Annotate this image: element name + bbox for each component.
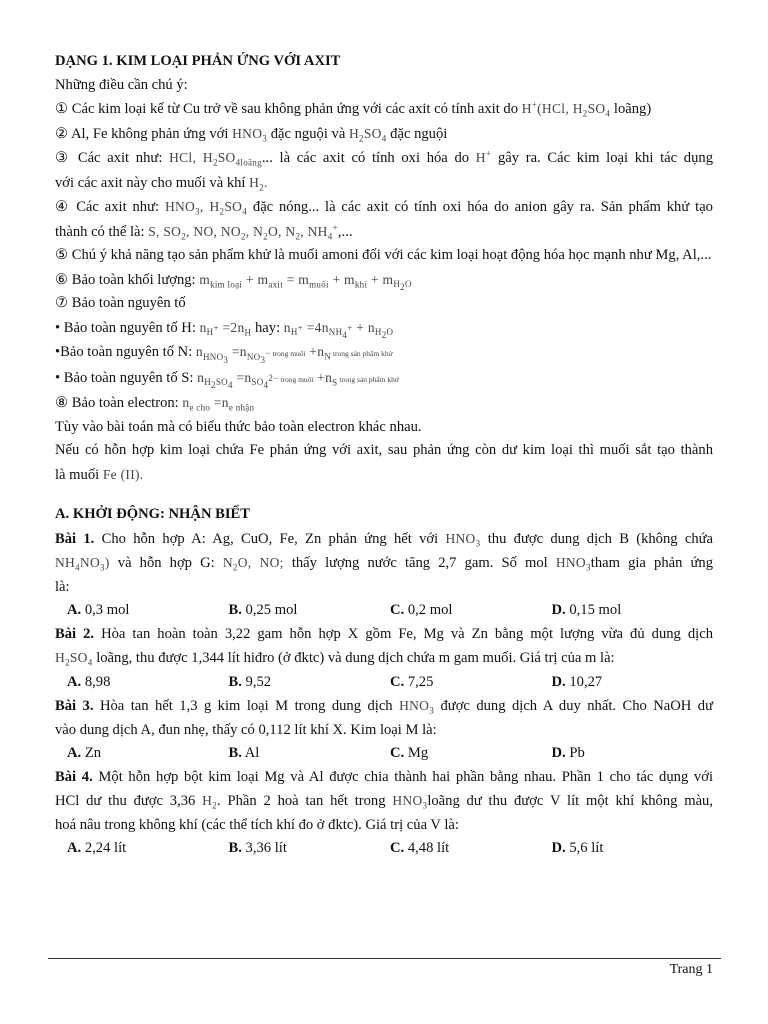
option-c[interactable]: C. 4,48 lít — [390, 840, 450, 856]
question-4-options — [55, 837, 713, 861]
note-1: ① Các kim loại kể từ Cu trở về sau không phản ứng với các axit có tính axit do H+(HCl, $H_2SO_4$ loãng) — [55, 99, 652, 119]
option-a[interactable]: A. Zn — [67, 745, 102, 761]
question-1-line2: $NH_4NO_3$) và hỗn hợp G: $N_2O$, NO; thấy lượng nước tăng 2,7 gam. Số mol $HNO_3tham$ gia phản ứng — [55, 555, 714, 573]
question-1: Bài 1. Cho hỗn hợp A: Ag, CuO, Fe, Zn phản ứng hết với $HNO_3$ thu được dung dịch B (không chứa — [55, 530, 714, 549]
option-a[interactable]: A. 8,98 — [67, 673, 111, 690]
question-4-line2: HCl dư thu được 3,36 $H_2$. Phần 2 hoà tan hết trong $HNO_3loãng$ dư thu được V lít một khí không màu, — [55, 793, 714, 811]
option-d[interactable]: D. Pb — [551, 745, 585, 761]
note-4-line2: thành có thể là: S, $SO_2$, NO, $NO_2$, $N_2O$, $N_2$, $NH_4^+$,... — [55, 222, 353, 242]
question-4: Bài 4. Một hỗn hợp bột kim loại Mg và Al được chia thành hai phần bằng nhau. Phần 1 cho tác dụng với — [55, 768, 713, 785]
option-d[interactable]: D. 5,6 lít — [551, 840, 604, 856]
option-a[interactable]: A. 2,24 lít — [67, 840, 127, 856]
question-3-line2: vào dung dịch A, đun nhẹ, thấy có 0,112 lít khí X. Kim loại M là: — [55, 721, 437, 738]
conservation-s: • Bảo toàn nguyên tố S: $n_{H_2SO_4} =n_{SO_4^{2-}}$ trong muối $+n_S$ trong sản phẩm khử — [55, 369, 399, 390]
option-a[interactable]: A. 0,3 mol — [67, 602, 130, 618]
notes-title: Những điều cần chú ý: — [55, 76, 188, 93]
option-d[interactable]: D. 10,27 — [551, 673, 603, 690]
option-c[interactable]: C. 0,2 mol — [390, 602, 453, 618]
paragraph-1: Tùy vào bài toán mà có biểu thức bảo toàn electron khác nhau. — [55, 418, 422, 435]
question-1-options — [55, 599, 713, 623]
question-2-options — [55, 671, 713, 695]
question-2: Bài 2. Hòa tan hoàn toàn 3,22 gam hỗn hợp X gồm Fe, Mg và Zn bằng một lượng vừa đủ dung dịch — [55, 625, 713, 642]
note-8: ⑧ Bảo toàn electron: $n_{e cho} =n_{e nhận}$ — [55, 395, 255, 413]
option-c[interactable]: C. 7,25 — [390, 673, 434, 690]
note-4: ④ Các axit như: $HNO_3$, $H_2SO_4$ đặc nóng... là các axit có tính oxi hóa do anion gây ra. Sản phẩm khử tạo — [55, 199, 713, 217]
note-7: ⑦ Bảo toàn nguyên tố — [55, 295, 186, 311]
option-d[interactable]: D. 0,15 mol — [551, 602, 622, 618]
section-a-heading: A. KHỞI ĐỘNG: NHẬN BIẾT — [55, 506, 251, 522]
page-number: Trang 1 — [669, 962, 713, 977]
section-heading: DẠNG 1. KIM LOẠI PHẢN ỨNG VỚI AXIT — [55, 53, 341, 69]
note-6: ⑥ Bảo toàn khối lượng: $m_{kim loại} + m_{axit} = m_{muối} + m_{khí} + m_{H_2O}$ — [55, 271, 412, 292]
footer-divider — [48, 958, 721, 959]
note-3: ③ Các axit như: HCl, $H_2SO_{4loãng}$... là các axit có tính oxi hóa do H+ gây ra. Các kim loại khi tác dụng — [55, 148, 713, 168]
question-3-options — [55, 742, 713, 766]
note-3-line2: với các axit này cho muối và khí $H_2$. — [55, 174, 268, 193]
option-b[interactable]: B. 9,52 — [228, 673, 272, 690]
question-2-line2: $H_2SO_4$ loãng, thu được 1,344 lít hiđro (ở đktc) và dung dịch chứa m gam muối. Giá trị của m là: — [55, 650, 615, 668]
option-b[interactable]: B. 0,25 mol — [228, 602, 298, 618]
option-c[interactable]: C. Mg — [390, 745, 429, 761]
question-4-line3: hoá nâu trong không khí (các thể tích khí đo ở đktc). Giá trị của V là: — [55, 816, 459, 833]
option-b[interactable]: B. Al — [228, 745, 260, 761]
question-1-line3: là: — [55, 578, 70, 595]
paragraph-2-line2: là muối Fe (II). — [55, 466, 144, 483]
conservation-n: •Bảo toàn nguyên tố N: $n_{HNO_3} =n_{NO_3^-}$ trong muối $+n_N$ trong sản phẩm khử — [55, 344, 393, 365]
conservation-h: • Bảo toàn nguyên tố H: $n_{H^+} =2n_H$ hay: $n_{H^+} =4n_{NH_4^+} + n_{H_2O}$ — [55, 319, 394, 340]
paragraph-2: Nếu có hỗn hợp kim loại chứa Fe phản ứng với axit, sau phản ứng còn dư kim loại thì muối sắt tạo thành — [55, 442, 713, 458]
option-b[interactable]: B. 3,36 lít — [228, 840, 287, 856]
note-5: ⑤ Chú ý khả năng tạo sản phẩm khử là muối amoni đối với các kim loại hoạt động hóa học mạnh như Mg, Al,... — [55, 247, 712, 263]
question-3: Bài 3. Hòa tan hết 1,3 g kim loại M trong dung dịch $HNO_3$ được dung dịch A duy nhất. Cho NaOH dư — [55, 698, 713, 716]
document-page — [55, 50, 713, 861]
note-2: ② Al, Fe không phản ứng với $HNO_3$ đặc nguội và $H_2SO_4$ đặc nguội — [55, 125, 448, 144]
